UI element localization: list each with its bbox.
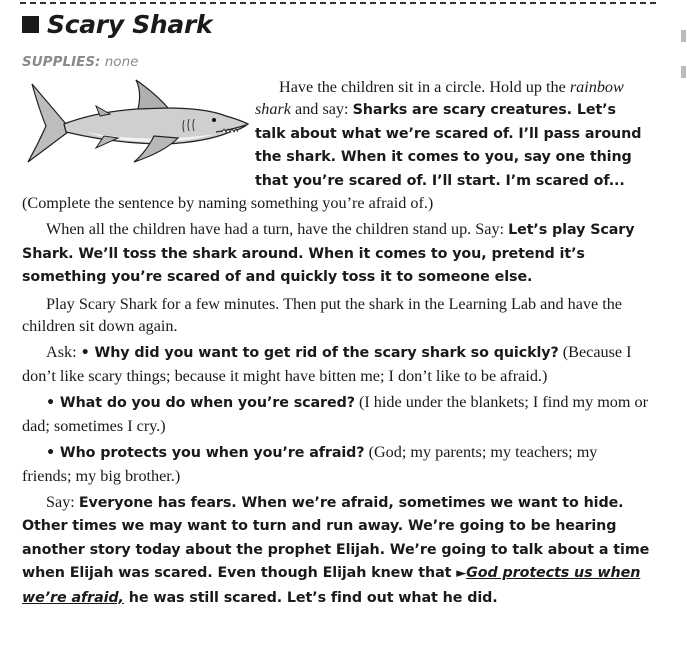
teacher-script: Let’s play Scary Shark. We’ll toss the shark around. When it comes to you, pretend it’s something you’re scared of and quickly toss it to someone else.	[22, 222, 635, 286]
supplies-value: none	[104, 54, 139, 70]
page-title: Scary Shark	[47, 10, 213, 39]
page-edge-marks	[681, 30, 687, 90]
paragraph-closing: Say: Everyone has fears. When we’re afraid, sometimes we want to hide. Other times we may want to turn and run away. We’re going to be hearing another story today about the prophet Elijah. We’re going to talk about a time when Elijah was scared. Even though Elijah knew that ►God protects us when we’re afraid, he was still scared. Let’s find out what he did.	[22, 492, 650, 606]
paragraph-stand-up: When all the children have had a turn, have the children stand up. Say: Let’s play Scary Shark. We’ll toss the shark around. When it comes to you, pretend it’s something you’re scared of and quickly toss it to someone else.	[22, 220, 635, 286]
activity-text	[22, 76, 650, 613]
question-2: • What do you do when you’re scared? (I hide under the blankets; I find my mom or dad; sometimes I cry.)	[22, 393, 649, 435]
key-point: God protects us when we’re afraid,	[22, 565, 641, 606]
black-square-icon	[22, 16, 39, 33]
arrow-right-icon: ►	[456, 566, 467, 582]
paragraph-play: Play Scary Shark for a few minutes. Then put the shark in the Learning Lab and have the children sit down again.	[22, 294, 622, 336]
supplies-label: SUPPLIES:	[22, 54, 101, 70]
section-heading	[22, 10, 212, 39]
supplies-line	[22, 54, 138, 70]
question-3: • Who protects you when you’re afraid? (God; my parents; my teachers; my friends; my big brother.)	[22, 443, 598, 485]
top-dashed-rule	[20, 2, 656, 4]
question-1: Ask: • Why did you want to get rid of the scary shark so quickly? (Because I don’t like scary things; because it might have bitten me; I don’t like to be afraid.)	[22, 343, 632, 385]
paragraph-intro: Have the children sit in a circle. Hold up the rainbow shark and say: Sharks are scary creatures. Let’s talk about what we’re scared of. I’ll pass around the shark. When it comes to you, say one thing that you’re scared of. I’ll start. I’m scared of... (Complete the sentence by naming something you’re afraid of.)	[22, 78, 642, 213]
teacher-script: Sharks are scary creatures. Let’s talk about what we’re scared of. I’ll pass around the shark. When it comes to you, say one thing that you’re scared of. I’ll start. I’m scared of...	[255, 102, 642, 189]
